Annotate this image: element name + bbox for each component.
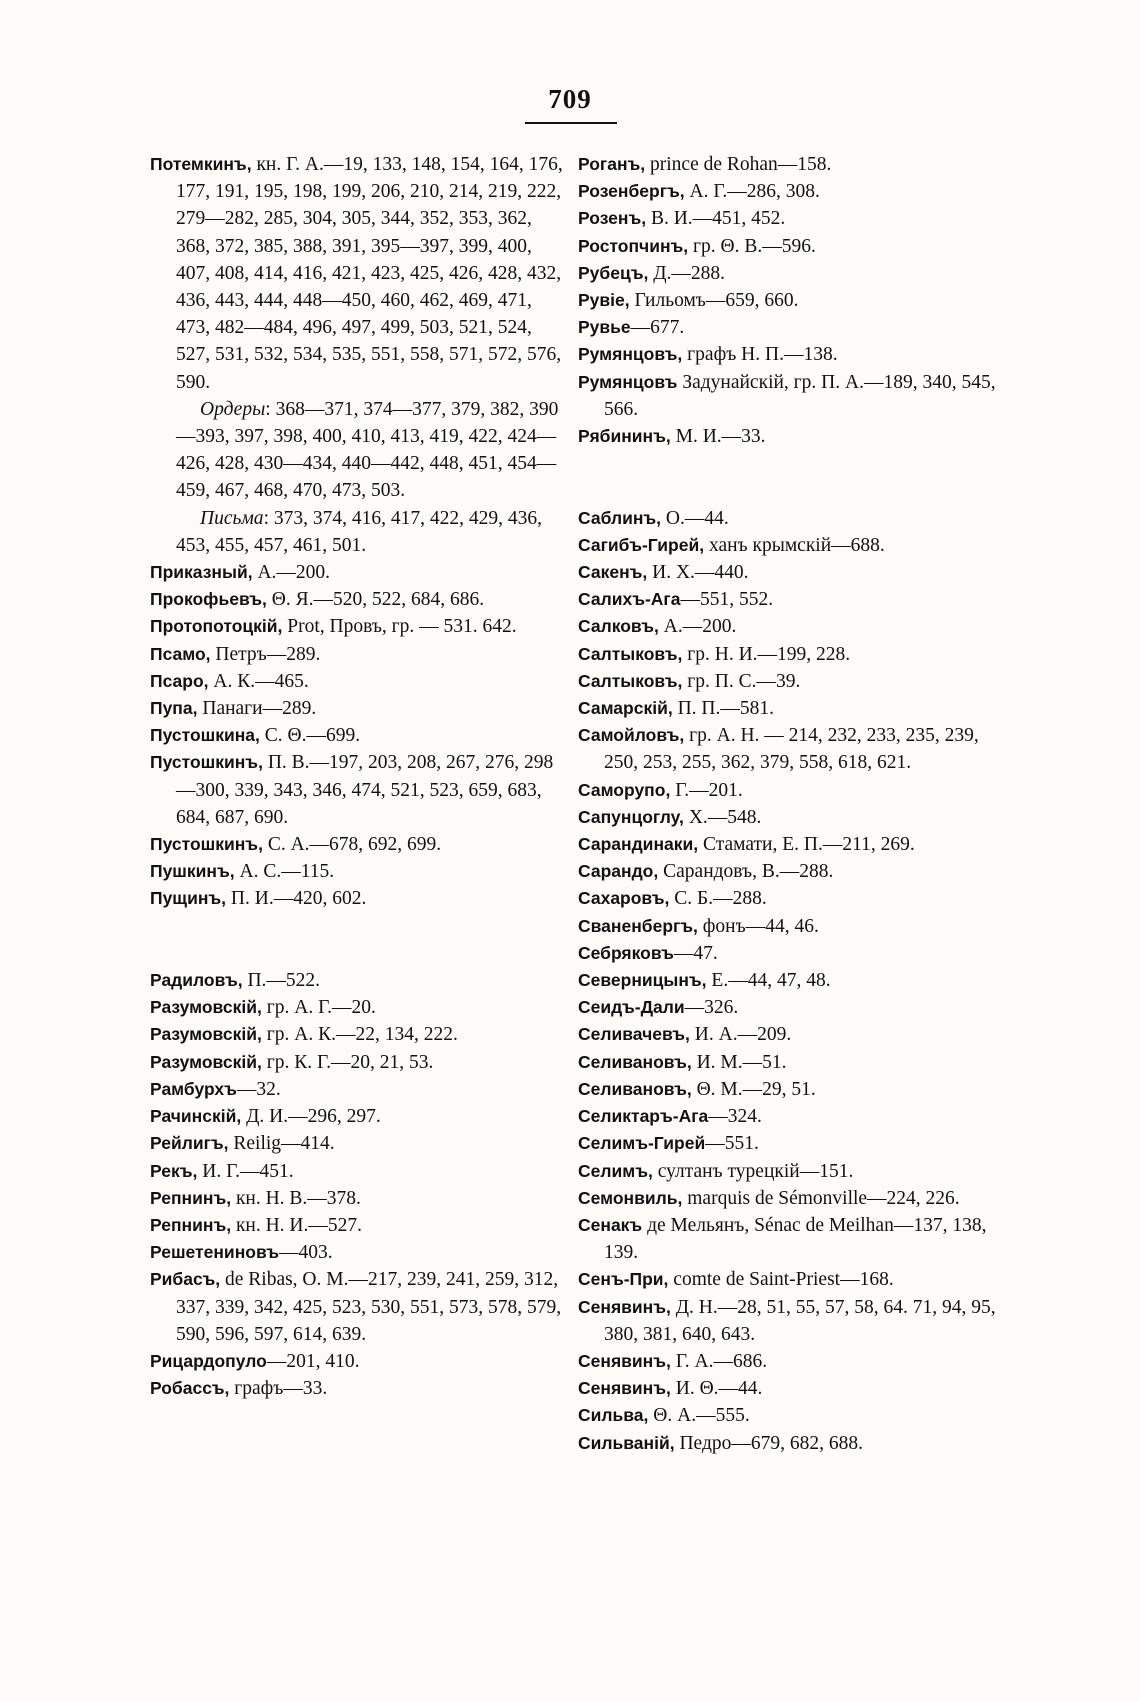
entry-references: А.—200.	[658, 616, 737, 638]
index-entry	[150, 613, 570, 640]
index-entry	[578, 831, 998, 858]
index-entry	[578, 668, 998, 695]
entry-headword: Пустошкинъ,	[150, 752, 263, 773]
index-entry	[578, 178, 998, 205]
entry-headword: Сакенъ,	[578, 562, 648, 583]
index-entry	[578, 532, 998, 559]
index-entry	[578, 1348, 998, 1375]
entry-references: Θ. Я.—520, 522, 684, 686.	[266, 589, 485, 611]
entry-headword: Сенявинъ,	[578, 1378, 671, 1399]
entry-headword: Рибасъ,	[150, 1269, 221, 1290]
index-entry	[150, 695, 570, 722]
entry-headword: Прокофьевъ,	[150, 589, 267, 610]
entry-headword: Румянцовъ,	[578, 344, 683, 365]
entry-references: Д.—288.	[648, 262, 726, 284]
index-entry	[578, 1158, 998, 1185]
entry-references: Педро—679, 682, 688.	[674, 1432, 863, 1454]
entry-references: Е.—44, 47, 48.	[706, 970, 831, 992]
subentry-label: Письма	[200, 507, 264, 529]
entry-headword: Рачинскій,	[150, 1106, 242, 1127]
entry-headword: Робассъ,	[150, 1378, 230, 1399]
entry-headword: Розенъ,	[578, 208, 647, 229]
index-entry	[578, 695, 998, 722]
entry-references: О.—44.	[661, 507, 729, 529]
index-entry	[578, 1021, 998, 1048]
index-entry	[150, 1076, 570, 1103]
entry-headword: Румянцовъ	[578, 371, 678, 392]
entry-headword: Селиктаръ-Ага	[578, 1106, 709, 1127]
entry-headword: Разумовскій,	[150, 997, 262, 1018]
entry-headword: Рубецъ,	[578, 262, 649, 283]
index-entry	[578, 205, 998, 232]
index-entry	[578, 314, 998, 341]
subentry-label: Ордеры	[200, 398, 266, 420]
entry-headword: Селивановъ,	[578, 1051, 692, 1072]
entry-references: кн. Г. А.—19, 133, 148, 154, 164, 176, 177, 191, 195, 198, 199, 206, 210, 214, 219, 222, 279—282, 285, 304, 305, 344, 352, 353, 362, 368, 372, 385, 388, 391, 395—397, 399, 400, 407, 408, 414, 416, 421, 423, 425, 426, 428, 432, 436, 443, 444, 448—450, 460, 462, 469, 471, 473, 482—484, 496, 497, 499, 503, 521, 524, 527, 531, 532, 534, 535, 551, 558, 571, 572, 576, 590.	[176, 154, 563, 393]
index-entry	[150, 641, 570, 668]
entry-references: : 373, 374, 416, 417, 422, 429, 436, 453, 455, 457, 461, 501.	[176, 507, 542, 556]
entry-references: П. И.—420, 602.	[226, 888, 367, 910]
entry-references: Reilig—414.	[228, 1133, 335, 1155]
entry-headword: Селивановъ,	[578, 1078, 692, 1099]
entry-references: И. Х.—440.	[647, 562, 749, 584]
entry-references: С. Θ.—699.	[259, 725, 361, 747]
entry-headword: Сенъ-При,	[578, 1269, 669, 1290]
entry-headword: Самарскій,	[578, 698, 673, 719]
entry-references: comte de Saint-Priest—168.	[668, 1269, 894, 1291]
entry-references: Х.—548.	[683, 806, 762, 828]
entry-references: А. С.—115.	[234, 861, 335, 883]
entry-references: Стамати, Е. П.—211, 269.	[698, 834, 915, 856]
page-number-rule	[525, 122, 617, 124]
index-entry	[150, 1158, 570, 1185]
index-entry	[578, 1402, 998, 1429]
entry-headword: Самойловъ,	[578, 725, 685, 746]
entry-references: ханъ крымскій—688.	[704, 534, 885, 556]
entry-references: И. А.—209.	[689, 1024, 792, 1046]
entry-references: П. В.—197, 203, 208, 267, 276, 298—300, 339, 343, 346, 474, 521, 523, 659, 683, 684, 687, 690.	[176, 752, 554, 828]
index-entry	[578, 586, 998, 613]
entry-headword: Протопотоцкій,	[150, 616, 283, 637]
entry-references: de Ribas, О. М.—217, 239, 241, 259, 312, 337, 339, 342, 425, 523, 530, 551, 573, 578, 579, 590, 596, 597, 614, 639.	[176, 1269, 562, 1345]
index-entry	[150, 1239, 570, 1266]
index-entry	[578, 613, 998, 640]
entry-references: Prot, Провъ, гр. — 531. 642.	[282, 616, 517, 638]
index-entry	[150, 1212, 570, 1239]
entry-headword: Рябининъ,	[578, 426, 671, 447]
entry-headword: Псаро,	[150, 670, 209, 691]
index-entry	[150, 1185, 570, 1212]
entry-headword: Сенакъ	[578, 1214, 643, 1235]
index-entry	[150, 1103, 570, 1130]
entry-references: И. Г.—451.	[197, 1160, 294, 1182]
section-gap	[150, 913, 570, 967]
index-entry	[578, 1375, 998, 1402]
index-entry	[150, 151, 570, 396]
entry-headword: Рувіе,	[578, 290, 630, 311]
entry-headword: Розенбергъ,	[578, 181, 685, 202]
index-entry	[578, 505, 998, 532]
index-entry	[578, 994, 998, 1021]
index-entry	[150, 559, 570, 586]
entry-references: султанъ турецкій—151.	[652, 1160, 854, 1182]
index-entry	[150, 858, 570, 885]
index-subentry	[150, 505, 570, 559]
entry-headword: Салихъ-Ага	[578, 589, 681, 610]
entry-headword: Сапунцоглу,	[578, 806, 684, 827]
entry-headword: Салковъ,	[578, 616, 659, 637]
index-entry	[578, 641, 998, 668]
entry-references: —326.	[684, 997, 739, 1019]
entry-references: фонъ—44, 46.	[697, 915, 819, 937]
index-entry	[150, 668, 570, 695]
index-entry	[578, 287, 998, 314]
entry-references: кн. Н. И.—527.	[231, 1214, 363, 1236]
entry-references: графъ Н. П.—138.	[682, 344, 838, 366]
entry-headword: Репнинъ,	[150, 1187, 232, 1208]
entry-references: : 368—371, 374—377, 379, 382, 390—393, 397, 398, 400, 410, 413, 419, 422, 424—426, 428, 430—434, 440—442, 448, 451, 454—459, 467, 468, 470, 473, 503.	[176, 398, 559, 502]
entry-headword: Селимъ,	[578, 1160, 653, 1181]
entry-references: гр. А. Г.—20.	[261, 997, 376, 1019]
entry-headword: Селивачевъ,	[578, 1024, 690, 1045]
entry-references: Д. И.—296, 297.	[241, 1106, 381, 1128]
entry-references: С. А.—678, 692, 699.	[262, 834, 442, 856]
entry-headword: Сахаровъ,	[578, 888, 670, 909]
entry-headword: Сенявинъ,	[578, 1350, 671, 1371]
entry-references: П. П.—581.	[672, 698, 774, 720]
index-entry	[578, 1130, 998, 1157]
entry-headword: Салтыковъ,	[578, 670, 683, 691]
entry-headword: Разумовскій,	[150, 1051, 262, 1072]
entry-references: гр. Н. И.—199, 228.	[682, 643, 851, 665]
entry-headword: Себряковъ	[578, 942, 674, 963]
entry-references: гр. П. С.—39.	[682, 670, 801, 692]
entry-references: Д. Н.—28, 51, 55, 57, 58, 64. 71, 94, 95, 380, 381, 640, 643.	[604, 1296, 996, 1345]
entry-references: —324.	[708, 1106, 762, 1128]
entry-headword: Сильваній,	[578, 1432, 675, 1453]
index-entry	[578, 1294, 998, 1348]
entry-references: И. М.—51.	[691, 1051, 787, 1073]
entry-references: М. И.—33.	[670, 426, 766, 448]
entry-headword: Рекъ,	[150, 1160, 198, 1181]
entry-references: —551, 552.	[680, 589, 774, 611]
entry-references: Гильомъ—659, 660.	[629, 290, 799, 312]
entry-references: гр. К. Г.—20, 21, 53.	[261, 1051, 434, 1073]
entry-references: Петръ—289.	[210, 643, 321, 665]
index-entry	[578, 1212, 998, 1266]
section-gap	[578, 450, 998, 504]
index-entry	[150, 1021, 570, 1048]
entry-headword: Салтыковъ,	[578, 643, 683, 664]
index-entry	[578, 423, 998, 450]
entry-references: С. Б.—288.	[669, 888, 767, 910]
index-entry	[150, 586, 570, 613]
index-entry	[578, 967, 998, 994]
entry-references: Г. А.—686.	[670, 1350, 768, 1372]
entry-references: —201, 410.	[266, 1350, 360, 1372]
index-entry	[578, 341, 998, 368]
entry-references: И. Θ.—44.	[670, 1378, 763, 1400]
entry-references: гр. А. Н. — 214, 232, 233, 235, 239, 250, 253, 255, 362, 379, 558, 618, 621.	[604, 725, 979, 774]
index-entry	[578, 233, 998, 260]
index-entry	[150, 749, 570, 831]
entry-references: Панаги—289.	[197, 698, 317, 720]
index-entry	[578, 722, 998, 776]
entry-references: кн. Н. В.—378.	[231, 1187, 361, 1209]
index-entry	[578, 1266, 998, 1293]
index-entry	[150, 1375, 570, 1402]
index-entry	[150, 722, 570, 749]
entry-references: А.—200.	[252, 562, 331, 584]
entry-references: А. К.—465.	[208, 670, 309, 692]
index-entry	[578, 913, 998, 940]
entry-headword: Роганъ,	[578, 154, 646, 174]
entry-headword: Рувье	[578, 317, 631, 338]
entry-references: де Мельянъ, Sénac de Meilhan—137, 138, 139.	[604, 1214, 987, 1264]
entry-headword: Семонвиль,	[578, 1187, 683, 1208]
entry-references: В. И.—451, 452.	[646, 208, 786, 230]
entry-references: графъ—33.	[229, 1378, 328, 1400]
entry-references: гр. Θ. В.—596.	[688, 235, 816, 257]
entry-headword: Саморупо,	[578, 779, 671, 800]
entry-headword: Сенявинъ,	[578, 1296, 671, 1317]
index-entry	[150, 967, 570, 994]
entry-headword: Селимъ-Гирей	[578, 1133, 706, 1154]
entry-headword: Пустошкинъ,	[150, 834, 263, 855]
index-entry	[150, 1130, 570, 1157]
entry-headword: Радиловъ,	[150, 970, 243, 991]
entry-references: Сарандовъ, В.—288.	[658, 861, 834, 883]
entry-headword: Сваненбергъ,	[578, 915, 698, 936]
index-entry	[578, 940, 998, 967]
entry-headword: Пущинъ,	[150, 888, 227, 909]
entry-headword: Рамбурхъ	[150, 1078, 237, 1099]
entry-references: —47.	[673, 942, 718, 964]
entry-references: П.—522.	[242, 970, 321, 992]
index-entry	[578, 858, 998, 885]
entry-references: Θ. М.—29, 51.	[691, 1078, 816, 1100]
index-entry	[578, 1076, 998, 1103]
entry-headword: Сильва,	[578, 1405, 649, 1426]
entry-references: Θ. А.—555.	[648, 1405, 750, 1427]
index-entry	[578, 559, 998, 586]
entry-headword: Решетениновъ	[150, 1242, 280, 1263]
entry-headword: Потемкинъ,	[150, 154, 252, 174]
index-entry	[578, 885, 998, 912]
index-entry	[150, 831, 570, 858]
index-entry	[578, 777, 998, 804]
entry-headword: Сарандо,	[578, 861, 659, 882]
entry-headword: Псамо,	[150, 643, 211, 664]
entry-headword: Приказный,	[150, 562, 253, 583]
entry-references: гр. А. К.—22, 134, 222.	[261, 1024, 458, 1046]
entry-headword: Рицардопуло	[150, 1350, 267, 1371]
index-entry	[150, 885, 570, 912]
entry-headword: Пупа,	[150, 698, 198, 719]
entry-references: marquis de Sémonville—224, 226.	[682, 1187, 960, 1209]
index-entry	[578, 804, 998, 831]
index-entry	[578, 1185, 998, 1212]
entry-references: prince de Rohan—158.	[645, 154, 832, 175]
entry-references: —677.	[630, 317, 685, 339]
entry-headword: Сеидъ-Дали	[578, 997, 685, 1018]
entry-references: —403.	[279, 1242, 333, 1264]
index-entry	[578, 151, 998, 178]
entry-references: Задунайскій, гр. П. А.—189, 340, 545, 566.	[604, 371, 996, 420]
entry-references: —551.	[705, 1133, 759, 1155]
page-number: 709	[548, 84, 592, 114]
entry-headword: Сарандинаки,	[578, 834, 699, 855]
entry-headword: Разумовскій,	[150, 1024, 262, 1045]
entry-references: Г.—201.	[670, 779, 743, 801]
index-column-left	[150, 151, 570, 1402]
index-entry	[150, 1266, 570, 1348]
entry-headword: Пустошкина,	[150, 725, 260, 746]
index-entry	[578, 1103, 998, 1130]
entry-references: А. Г.—286, 308.	[684, 181, 820, 203]
entry-headword: Саблинъ,	[578, 507, 662, 528]
index-entry	[578, 1049, 998, 1076]
entry-headword: Ростопчинъ,	[578, 235, 689, 256]
index-entry	[578, 1430, 998, 1457]
index-entry	[578, 369, 998, 423]
index-entry	[578, 260, 998, 287]
entry-headword: Сагибъ-Гирей,	[578, 534, 705, 555]
index-subentry	[150, 396, 570, 505]
entry-headword: Рейлигъ,	[150, 1133, 229, 1154]
index-entry	[150, 994, 570, 1021]
index-entry	[150, 1348, 570, 1375]
entry-references: —32.	[236, 1078, 281, 1100]
entry-headword: Пушкинъ,	[150, 861, 235, 882]
entry-headword: Репнинъ,	[150, 1214, 232, 1235]
index-column-right	[578, 151, 998, 1457]
index-entry	[150, 1049, 570, 1076]
entry-headword: Северницынъ,	[578, 970, 707, 991]
